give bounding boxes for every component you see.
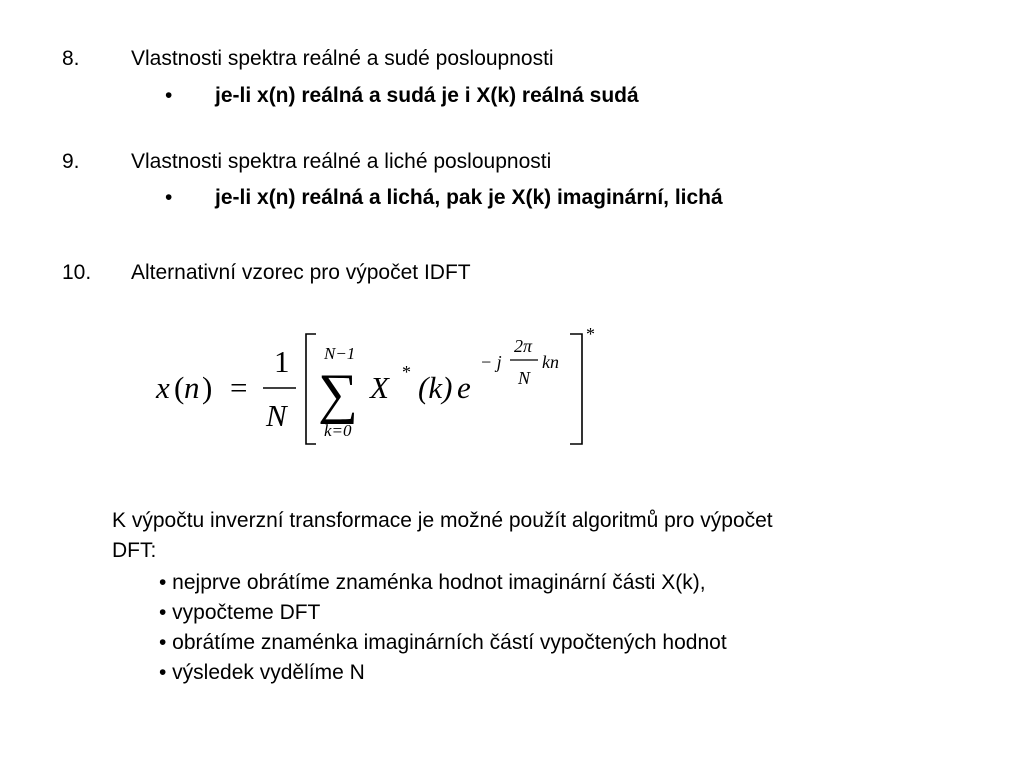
item-10-heading: Alternativní vzorec pro výpočet IDFT [131,261,471,284]
formula-exp-minus-j: − j [480,352,502,372]
formula-equals: = [230,370,248,405]
item-9-heading: Vlastnosti spektra reálné a liché posloupnosti [131,150,552,173]
paragraph-line-2: DFT: [112,539,157,562]
item-8-bullet-text: je-li x(n) reálná a sudá je i X(k) reálná sudá [215,84,639,107]
paragraph-step-4: • výsledek vydělíme N [159,661,365,684]
formula-lhs-x: x [156,370,170,405]
formula-sum-symbol: ∑ [318,363,358,425]
formula-exp-frac-numerator: 2π [514,336,533,356]
idft-formula [150,322,610,454]
formula-lhs-rparen: ) [202,370,213,405]
formula-X: X [370,370,389,405]
formula-sum-upper: N−1 [324,344,356,363]
item-9-number: 9. [62,150,80,173]
item-8-number: 8. [62,47,80,70]
item-8-heading: Vlastnosti spektra reálné a sudé posloupnosti [131,47,554,70]
formula-X-star: * [402,362,411,382]
idft-formula-svg [150,322,610,454]
formula-outer-star: * [586,324,595,344]
paragraph-line-1: K výpočtu inverzní transformace je možné použít algoritmů pro výpočet [112,509,773,532]
formula-frac-denominator: N [266,398,287,433]
formula-right-bracket [570,334,582,444]
idft-algorithm-paragraph [112,506,942,686]
formula-lhs-n: n [184,370,200,405]
paragraph-step-3: • obrátíme znaménka imaginárních částí vypočtených hodnot [159,631,727,654]
formula-frac-numerator: 1 [274,344,290,379]
formula-e: e [457,370,471,405]
paragraph-step-2: • vypočteme DFT [159,601,321,624]
formula-lhs-lparen: ( [174,370,185,405]
item-9-bullet-text: je-li x(n) reálná a lichá, pak je X(k) imaginární, lichá [215,186,723,209]
formula-left-bracket [306,334,316,444]
item-10-number: 10. [62,261,92,284]
item-9-bullet: • [165,186,173,209]
formula-argument: (k) [418,370,453,405]
formula-exp-kn: kn [542,352,559,372]
item-8-bullet: • [165,84,173,107]
formula-sum-lower: k=0 [324,421,352,440]
formula-exp-frac-denominator: N [518,368,531,388]
paragraph-step-1: • nejprve obrátíme znaménka hodnot imaginární části X(k), [159,571,706,594]
